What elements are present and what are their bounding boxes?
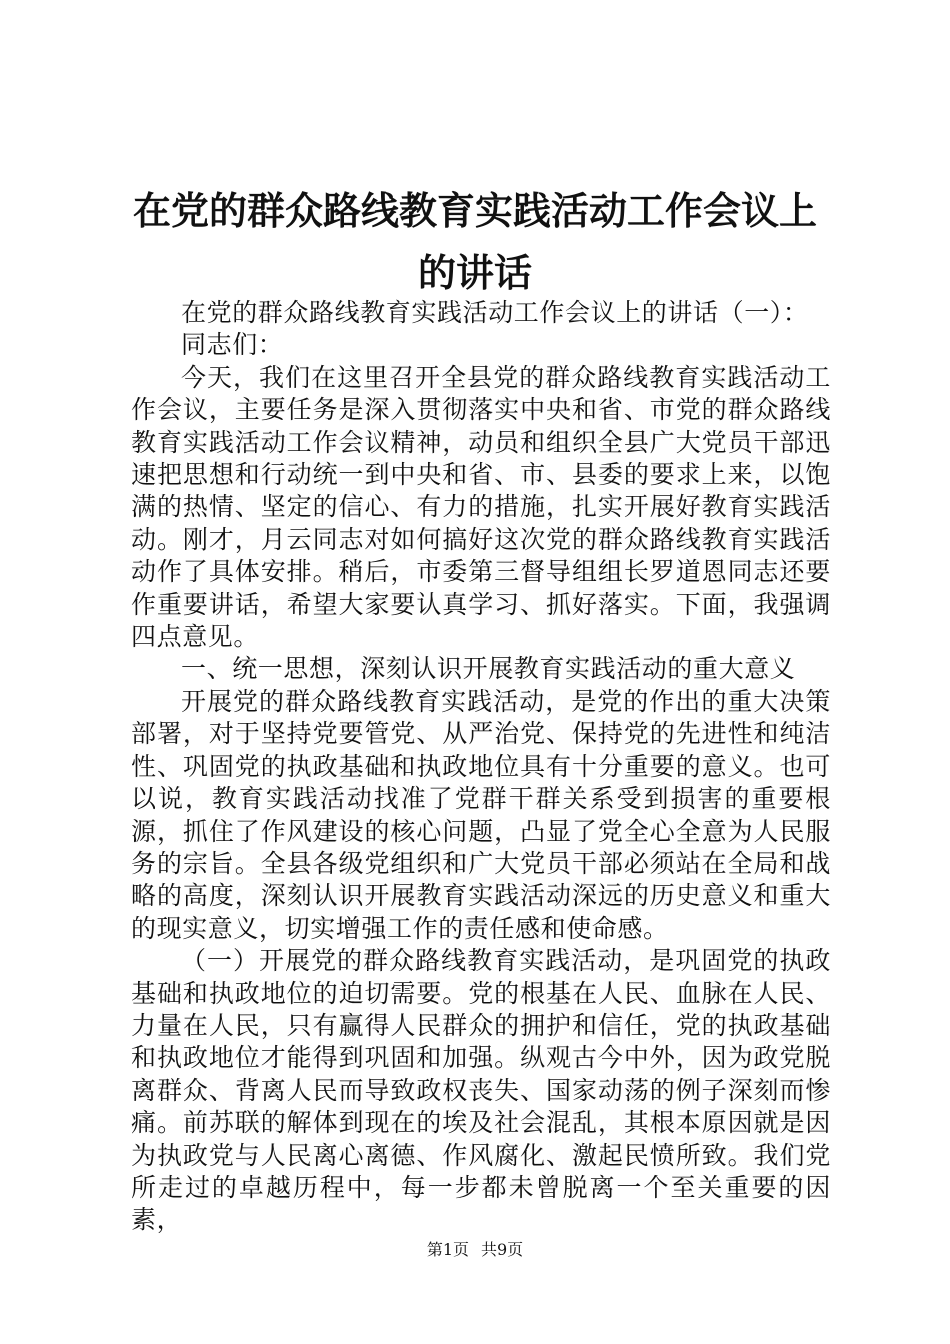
document-title: 在党的群众路线教育实践活动工作会议上的讲话 — [132, 188, 817, 295]
page-number: 第1页 — [426, 1240, 469, 1259]
page-total: 共9页 — [481, 1240, 524, 1259]
section-heading: 一、统一思想，深刻认识开展教育实践活动的重大意义 — [181, 654, 796, 684]
body-paragraph: 开展党的群众路线教育实践活动，是党的作出的重大决策部署，对于坚持党要管党、从严治党、保持党的先进性和纯洁性、巩固党的执政基础和执政地位具有十分重要的意义。也可以说，教育实践活动找准了党群干群关系受到损害的重要根源，抓住了作风建设的核心问题，凸显了党全心全意为人民服务的宗旨。全县各级党组织和广大党员干部必须站在全局和战略的高度，深刻认识开展教育实践活动深远的历史意义和重大的现实意义，切实增强工作的责任感和使命感。 — [131, 686, 831, 943]
subtitle-paragraph: 在党的群众路线教育实践活动工作会议上的讲话（一）： — [181, 298, 809, 327]
salutation-paragraph: 同志们： — [181, 330, 284, 360]
body-paragraph: （一）开展党的群众路线教育实践活动，是巩固党的执政基础和执政地位的迫切需要。党的根基在人民、血脉在人民、力量在人民，只有赢得人民群众的拥护和信任，党的执政基础和执政地位才能得到巩固和加强。纵观古今中外，因为政党脱离群众、背离人民而导致政权丧失、国家动荡的例子深刻而惨痛。前苏联的解体到现在的埃及社会混乱，其根本原因就是因为执政党与人民离心离德、作风腐化、激起民愤所致。我们党所走过的卓越历程中，每一步都未曾脱离一个至关重要的因素， — [131, 946, 831, 1235]
document-body — [131, 297, 831, 1237]
page-footer — [0, 1240, 950, 1260]
body-paragraph: 今天，我们在这里召开全县党的群众路线教育实践活动工作会议，主要任务是深入贯彻落实中央和省、市党的群众路线教育实践活动工作会议精神，动员和组织全县广大党员干部迅速把思想和行动统一到中央和省、市、县委的要求上来，以饱满的热情、坚定的信心、有力的措施，扎实开展好教育实践活动。刚才，月云同志对如何搞好这次党的群众路线教育实践活动作了具体安排。稍后，市委第三督导组组长罗道恩同志还要作重要讲话，希望大家要认真学习、抓好落实。下面，我强调四点意见。 — [131, 362, 831, 652]
